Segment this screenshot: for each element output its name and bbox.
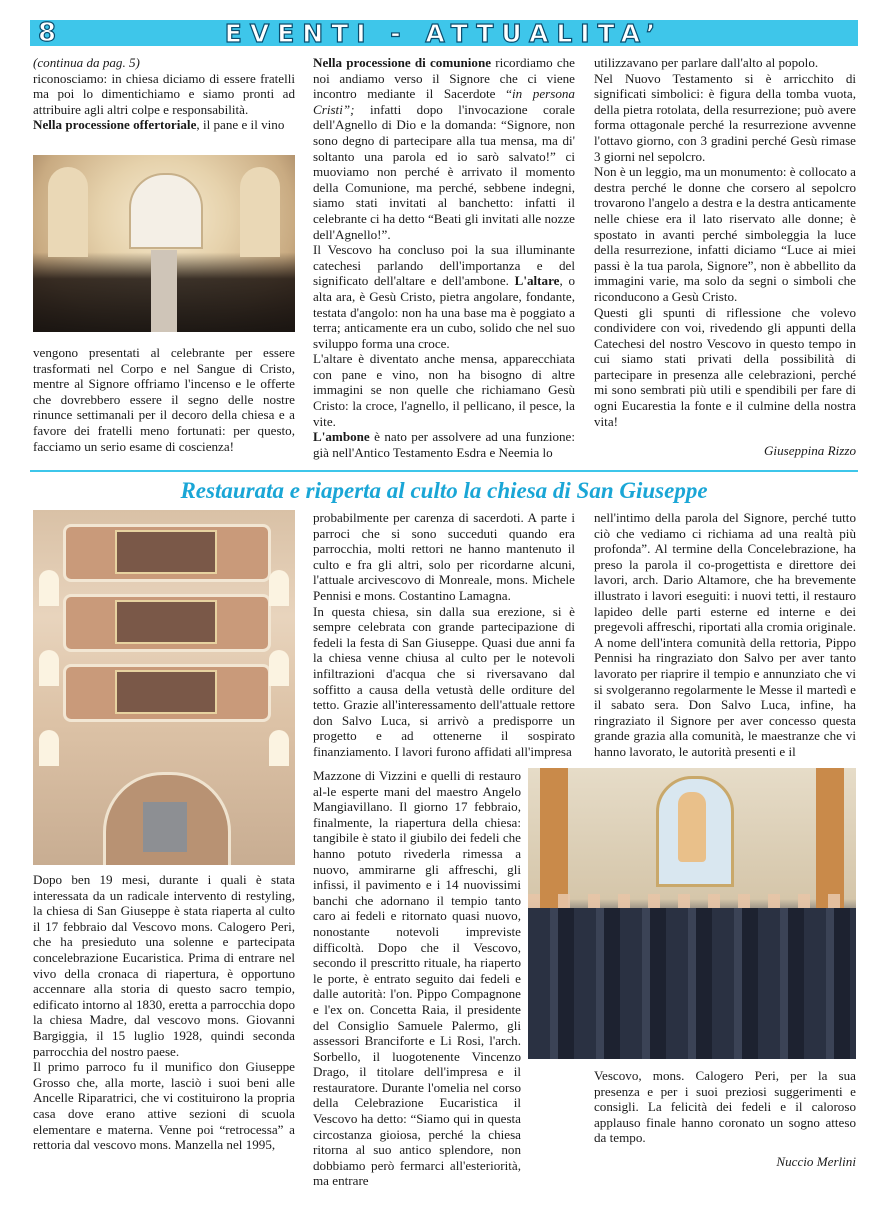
article-column-3 bbox=[594, 510, 856, 760]
top-column-1-continued bbox=[33, 345, 295, 454]
paragraph: nell'intimo della parola del Signore, perché tutto ciò che vediamo ci richiama ad una realtà più profonda”. Al termine della Concelebrazione, ha preso la parola il co-progettista e direttore dei lavori, arch. Dario Altamore, che ha brevemente illustrato i lavori eseguiti: i nuovi tetti, il restauro lapideo delle parti esterne ed interne e dei pregevoli affreschi, riportati alla cromia originale. A nome dell'intera comunità della rettoria, Pippo Pennisi ha ringraziato don Salvo per aver tanto lavorato per riaprire il tempio e annunziato che vi si svolgeranno regolarmente le Messe il martedì e il sabato sera. Don Salvo Luca, infine, ha ringraziato il Signore per aver concesso questa grande grazia alla comunità, le maestranze che vi hanno lavorato, le autorità presenti e il bbox=[594, 510, 856, 759]
paragraph: Nel Nuovo Testamento si è arricchito di significati simbolici: è figura della tomba vuota, della pietra rotolata, della resurrezione; può avere forma ottagonale perché la resurrezione avvenne l'ottavo giorno, con 3 gradini perché Gesù rimase 3 giorni nel sepolcro. bbox=[594, 70, 856, 164]
paragraph: In questa chiesa, sin dalla sua erezione, si è sempre celebrata con grande partecipazione di fedeli la festa di San Giuseppe. Quasi due anni fa la chiesa venne chiusa al culto per le notevoli infiltrazioni d'acqua che si riversavano dal soffitto a causa della vetustà delle orditure del tetto. Grazie all'interessamento dell'attuale rettore don Salvo Luca, si arrivò a predisporre un progetto e ad ottenerne il sospirato finanziamento. I lavori furono affidati all'impresa bbox=[313, 603, 575, 759]
author-signature: Nuccio Merlini bbox=[776, 1153, 856, 1169]
paragraph: Nella processione offertoriale, il pane e il vino bbox=[33, 117, 285, 133]
author-signature: Giuseppina Rizzo bbox=[763, 443, 856, 459]
paragraph: probabilmente per carenza di sacerdoti. A parte i parroci che si sono succeduti quando era parrocchia, molti rettori ne hanno mantenuto il culto e fra gli altri, solo per ricordarne alcuni, l'attuale arcivescovo di Monreale, mons. Michele Pennisi e mons. Costantino Lamagna. bbox=[313, 510, 575, 603]
paragraph: utilizzavano per parlare dall'alto al popolo. bbox=[594, 55, 819, 70]
church-mass-photo bbox=[33, 155, 295, 332]
page-header bbox=[30, 20, 858, 46]
top-column-2 bbox=[313, 55, 575, 460]
group-photo bbox=[528, 768, 856, 1059]
top-column-1 bbox=[33, 55, 295, 133]
paragraph: Questi gli spunti di riflessione che volevo condividere con voi, rivedendo gli appunti della Catechesi del nostro Vescovo in questo tempo in cui siamo stati privati della possibilità di partecipare in presenza alle celebrazioni, perché mi sono sembrati più utili e spendibili per fare di ogni Eucarestia la fonte e il culmine della nostra vita! bbox=[594, 304, 856, 429]
paragraph: vengono presentati al celebrante per essere trasformati nel Corpo e nel Sangue di Cristo, mentre al Signore offriamo l'incenso e le offerte che dovrebbero essere il segno delle nostre rinunce settimanali per il decoro della chiesa e a favore dei fratelli meno fortunati: per questo, facciamo un serio esame di coscienza! bbox=[33, 345, 295, 454]
article-headline: Restaurata e riaperta al culto la chiesa di San Giuseppe bbox=[180, 478, 708, 503]
paragraph: L'altare è diventato anche mensa, apparecchiata con pane e vino, non ha bisogno di altre immagini se non quelle che richiamano Gesù Cristo: la croce, l'agnello, il pellicano, il pesce, la vite. bbox=[313, 351, 575, 429]
paragraph: riconosciamo: in chiesa diciamo di essere fratelli ma poi lo dimentichiamo e siamo pronti ad attribuire agli altri colpe e responsabilità. bbox=[33, 70, 295, 117]
article-column-2 bbox=[313, 510, 575, 760]
paragraph: Il primo parroco fu il munifico don Giuseppe Grosso che, alla morte, lasciò i suoi beni alle Ancelle Riparatrici, che vi costituirono la propria casa dove erano attive sezioni di scuola elementare e materna. Venne poi “retrocessa” a rettoria dal vescovo mons. Manzella nel 1995, bbox=[33, 1059, 295, 1153]
article-column-1 bbox=[33, 872, 295, 1153]
article-column-3-continued bbox=[594, 1068, 856, 1170]
paragraph: Mazzone di Vizzini e quelli di restauro al-le esperte mani del maestro Angelo Mangiavillano. Il giorno 17 febbraio, finalmente, la riapertura della chiesa: tangibile è stato il giubilo dei fedeli che hanno potuto rivederla rimessa a nuovo, ammirarne gli affreschi, gli infissi, il pavimento e i 14 nuovissimi banchi che adornano il tempio tanto caro ai fedeli e ritornato quasi nuovo, nonostante notevoli impreviste difficoltà. Dopo che il Vescovo, secondo il prescritto rituale, ha riaperto le porte, è entrato seguito dai fedeli e dalle autorità: l'on. Pippo Compagnone e l'ex on. Concetta Raia, il presidente del Consiglio Samuele Palermo, gli assessori Branciforte e Li Rosi, l'arch. Sorbello, il luogotenente Vincenzo Drago, il titolare dell'impresa e il restauratore. Durante l'omelia nel corso della Celebrazione Eucaristica il Vescovo ha detto: “Siamo qui in questa circostanza gioiosa, perché la chiesa ritorna al suo antico splendore, non dobbiamo però fermarci all'esteriorità, ma entrare bbox=[313, 768, 521, 1189]
section-divider bbox=[30, 470, 858, 472]
church-interior-photo bbox=[33, 510, 295, 865]
paragraph: Nella processione di comunione ricordiamo che noi andiamo verso il Signore che ci viene incontro mediante il Sacerdote “in persona Cristi”; infatti dopo l'invocazione corale dell'Agnello di Dio e la domanda: “Signore, non sono degno di partecipare alla tua mensa, ma di' soltanto una parola ed io sarò salvato!” ci muoviamo non perché è arrivato il momento della Comunione, ma perché, sebbene indegni, siamo stati invitati al banchetto: infatti il celebrante ci ha detto “Beati gli invitati alle nozze dell'Agnello!”. bbox=[313, 55, 575, 242]
section-title: EVENTI - ATTUALITA’ bbox=[224, 19, 664, 48]
paragraph: Vescovo, mons. Calogero Peri, per la sua presenza e per i suoi preziosi suggerimenti e consigli. La felicità dei fedeli e il caloroso applauso finale hanno coronato un sogno atteso da tempo. bbox=[594, 1068, 856, 1146]
page-number: 8 bbox=[38, 18, 57, 48]
paragraph: Il Vescovo ha concluso poi la sua illuminante catechesi parlando dell'importanza e del significato dell'altare e dell'ambone. L'altare, o alta ara, è Gesù Cristo, pietra angolare, fondante, testata d'angolo: non ha una base ma è poggiato a terra; anticamente era un cubo, solido che nel suo sviluppo forma una croce. bbox=[313, 242, 575, 351]
paragraph: Non è un leggio, ma un monumento: è collocato a destra perché le donne che corsero al sepolcro trovarono l'angelo a destra e la destra anticamente nelle chiese era il lato riservato alle donne; è spostato in avanti perché simboleggia la luce della resurrezione, infatti diciamo “Luce ai miei passi è la tua parola, Signore”, non è abbellito da immagini varie, ma solo da segni o simboli che riconducono a Gesù Cristo. bbox=[594, 164, 856, 304]
continuation-note: (continua da pag. 5) bbox=[33, 55, 140, 70]
article-column-2-continued bbox=[313, 768, 521, 1189]
paragraph: Dopo ben 19 mesi, durante i quali è stata interessata da un radicale intervento di restyling, la chiesa di San Giuseppe è stata riaperta al culto il 17 febbraio dal Vescovo mons. Calogero Peri, che ha presieduto una solenne e partecipata concelebrazione Eucaristica. Prima di entrare nel vivo della cronaca di riapertura, è opportuno accennare alla storia di questo sacro tempio, edificato intorno al 1830, eretta a parrocchia dopo la chiesa Madre, dal vescovo mons. Giovanni Bargiggia, il 15 luglio 1928, quindi seconda parrocchia del nostro paese. bbox=[33, 872, 295, 1059]
paragraph: L'ambone è nato per assolvere ad una funzione: già nell'Antico Testamento Esdra e Neemia lo bbox=[313, 429, 575, 460]
top-column-3 bbox=[594, 55, 856, 459]
